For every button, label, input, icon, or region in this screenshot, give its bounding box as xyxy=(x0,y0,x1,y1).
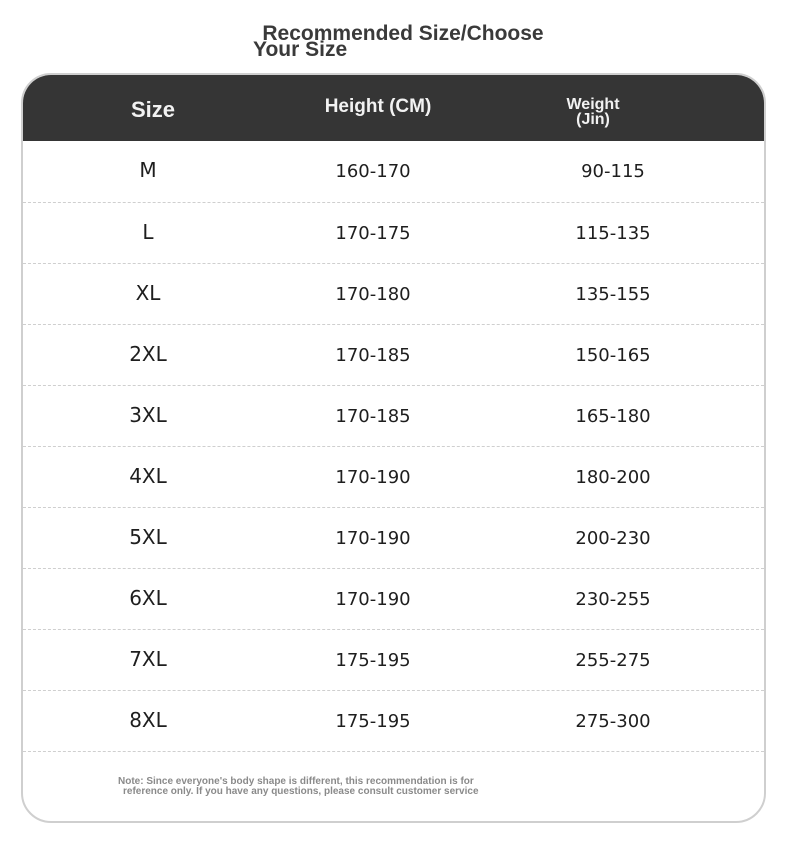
header-weight-unit: (Jin) xyxy=(576,111,610,128)
size-chart-card xyxy=(21,73,766,823)
table-row xyxy=(23,569,764,630)
table-row xyxy=(23,386,764,447)
cell-size: L xyxy=(142,220,154,244)
cell-weight: 180-200 xyxy=(575,467,651,488)
disclaimer-note xyxy=(118,777,618,797)
cell-height: 170-185 xyxy=(335,406,411,427)
table-row xyxy=(23,203,764,264)
cell-height: 170-180 xyxy=(335,284,411,305)
table-row xyxy=(23,325,764,386)
cell-weight: 275-300 xyxy=(575,711,651,732)
header-weight-label: Weight xyxy=(566,96,620,113)
cell-weight: 255-275 xyxy=(575,650,651,671)
table-row xyxy=(23,691,764,752)
cell-height: 175-195 xyxy=(335,711,411,732)
note-line-1: Note: Since everyone's body shape is different, this recommendation is for xyxy=(118,776,474,787)
cell-weight: 200-230 xyxy=(575,528,651,549)
header-height: Height (CM) xyxy=(324,96,432,117)
title-line-1: Recommended Size/Choose xyxy=(262,22,544,45)
cell-weight: 90-115 xyxy=(581,161,645,182)
cell-height: 175-195 xyxy=(335,650,411,671)
table-row xyxy=(23,447,764,508)
table-body xyxy=(23,141,764,752)
cell-size: 5XL xyxy=(129,525,167,549)
cell-weight: 150-165 xyxy=(575,345,651,366)
cell-size: 7XL xyxy=(129,647,167,671)
page-title xyxy=(0,22,790,61)
cell-weight: 115-135 xyxy=(575,223,651,244)
cell-weight: 165-180 xyxy=(575,406,651,427)
cell-height: 170-185 xyxy=(335,345,411,366)
table-row xyxy=(23,630,764,691)
cell-size: XL xyxy=(135,281,161,305)
table-row xyxy=(23,141,764,203)
header-size: Size xyxy=(130,97,176,122)
table-row xyxy=(23,508,764,569)
table-row xyxy=(23,264,764,325)
cell-size: M xyxy=(139,158,157,182)
cell-weight: 135-155 xyxy=(575,284,651,305)
cell-size: 4XL xyxy=(129,464,167,488)
header-weight xyxy=(543,97,643,127)
cell-height: 160-170 xyxy=(335,161,411,182)
cell-size: 6XL xyxy=(129,586,167,610)
table-header xyxy=(23,75,764,141)
cell-size: 8XL xyxy=(129,708,167,732)
cell-size: 3XL xyxy=(129,403,167,427)
cell-height: 170-190 xyxy=(335,589,411,610)
cell-weight: 230-255 xyxy=(575,589,651,610)
title-line-2: Your Size xyxy=(253,38,348,61)
cell-size: 2XL xyxy=(129,342,167,366)
cell-height: 170-190 xyxy=(335,467,411,488)
cell-height: 170-175 xyxy=(335,223,411,244)
cell-height: 170-190 xyxy=(335,528,411,549)
note-line-2: reference only. If you have any questions, please consult customer service xyxy=(123,786,479,797)
